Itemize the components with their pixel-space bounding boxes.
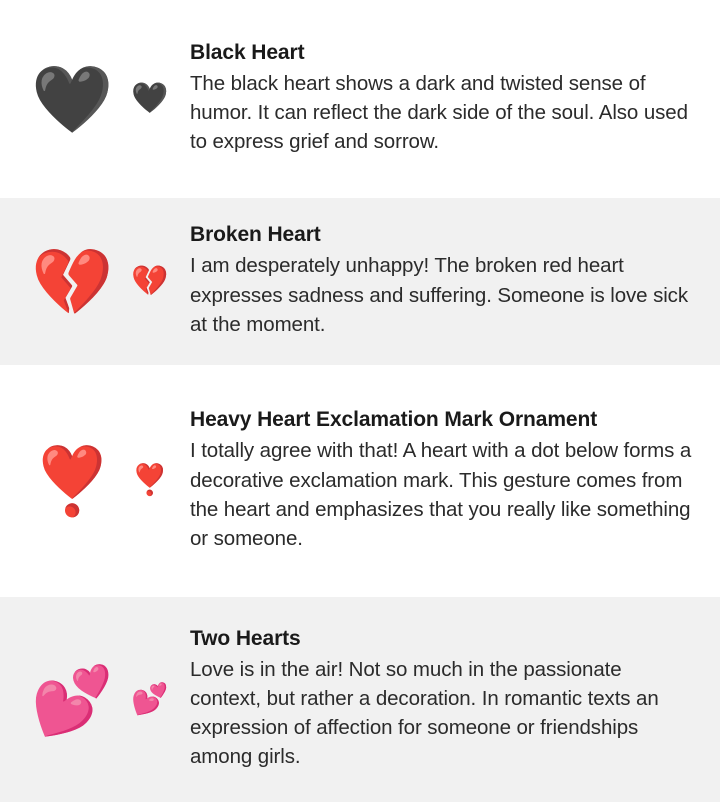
black-heart-icon: 🖤 [31,62,114,136]
emoji-preview-cell [0,444,190,518]
emoji-title: Broken Heart [190,223,321,247]
emoji-description-cell [190,28,720,171]
emoji-description: Love is in the air! Not so much in the passionate context, but rather a decoration. In romantic texts an expression of affection for someone or friendships among girls. [190,657,659,769]
heavy-heart-exclamation-icon: ❣️ [31,444,114,518]
emoji-description-cell [190,614,720,786]
heavy-heart-exclamation-icon-small: ❣️ [131,464,169,497]
emoji-preview-cell [0,244,190,319]
emoji-description: The black heart shows a dark and twisted sense of humor. It can reflect the dark side of the soul. Also used to express grief and sorrow. [190,71,688,154]
broken-heart-icon: 💔 [31,244,114,319]
list-item [0,0,720,198]
list-item [0,198,720,365]
emoji-title: Heavy Heart Exclamation Mark Ornament [190,408,598,432]
list-item [0,597,720,802]
emoji-title: Black Heart [190,40,305,64]
emoji-title: Two Hearts [190,626,301,650]
emoji-description: I totally agree with that! A heart with a dot below forms a decorative exclamation mark. This gesture comes from the heart and emphasizes that you really like something or someone. [190,439,692,550]
emoji-description-cell [190,395,720,567]
two-hearts-icon-small: 💕 [131,682,169,716]
emoji-preview-cell [0,662,190,737]
list-item [0,365,720,597]
two-hearts-icon: 💕 [31,662,114,737]
broken-heart-icon-small: 💔 [131,264,169,298]
emoji-description-cell [190,210,720,353]
emoji-preview-cell [0,62,190,136]
emoji-description: I am desperately unhappy! The broken red heart expresses sadness and suffering. Someone is love sick at the moment. [190,254,688,336]
black-heart-icon-small: 🖤 [131,82,169,115]
